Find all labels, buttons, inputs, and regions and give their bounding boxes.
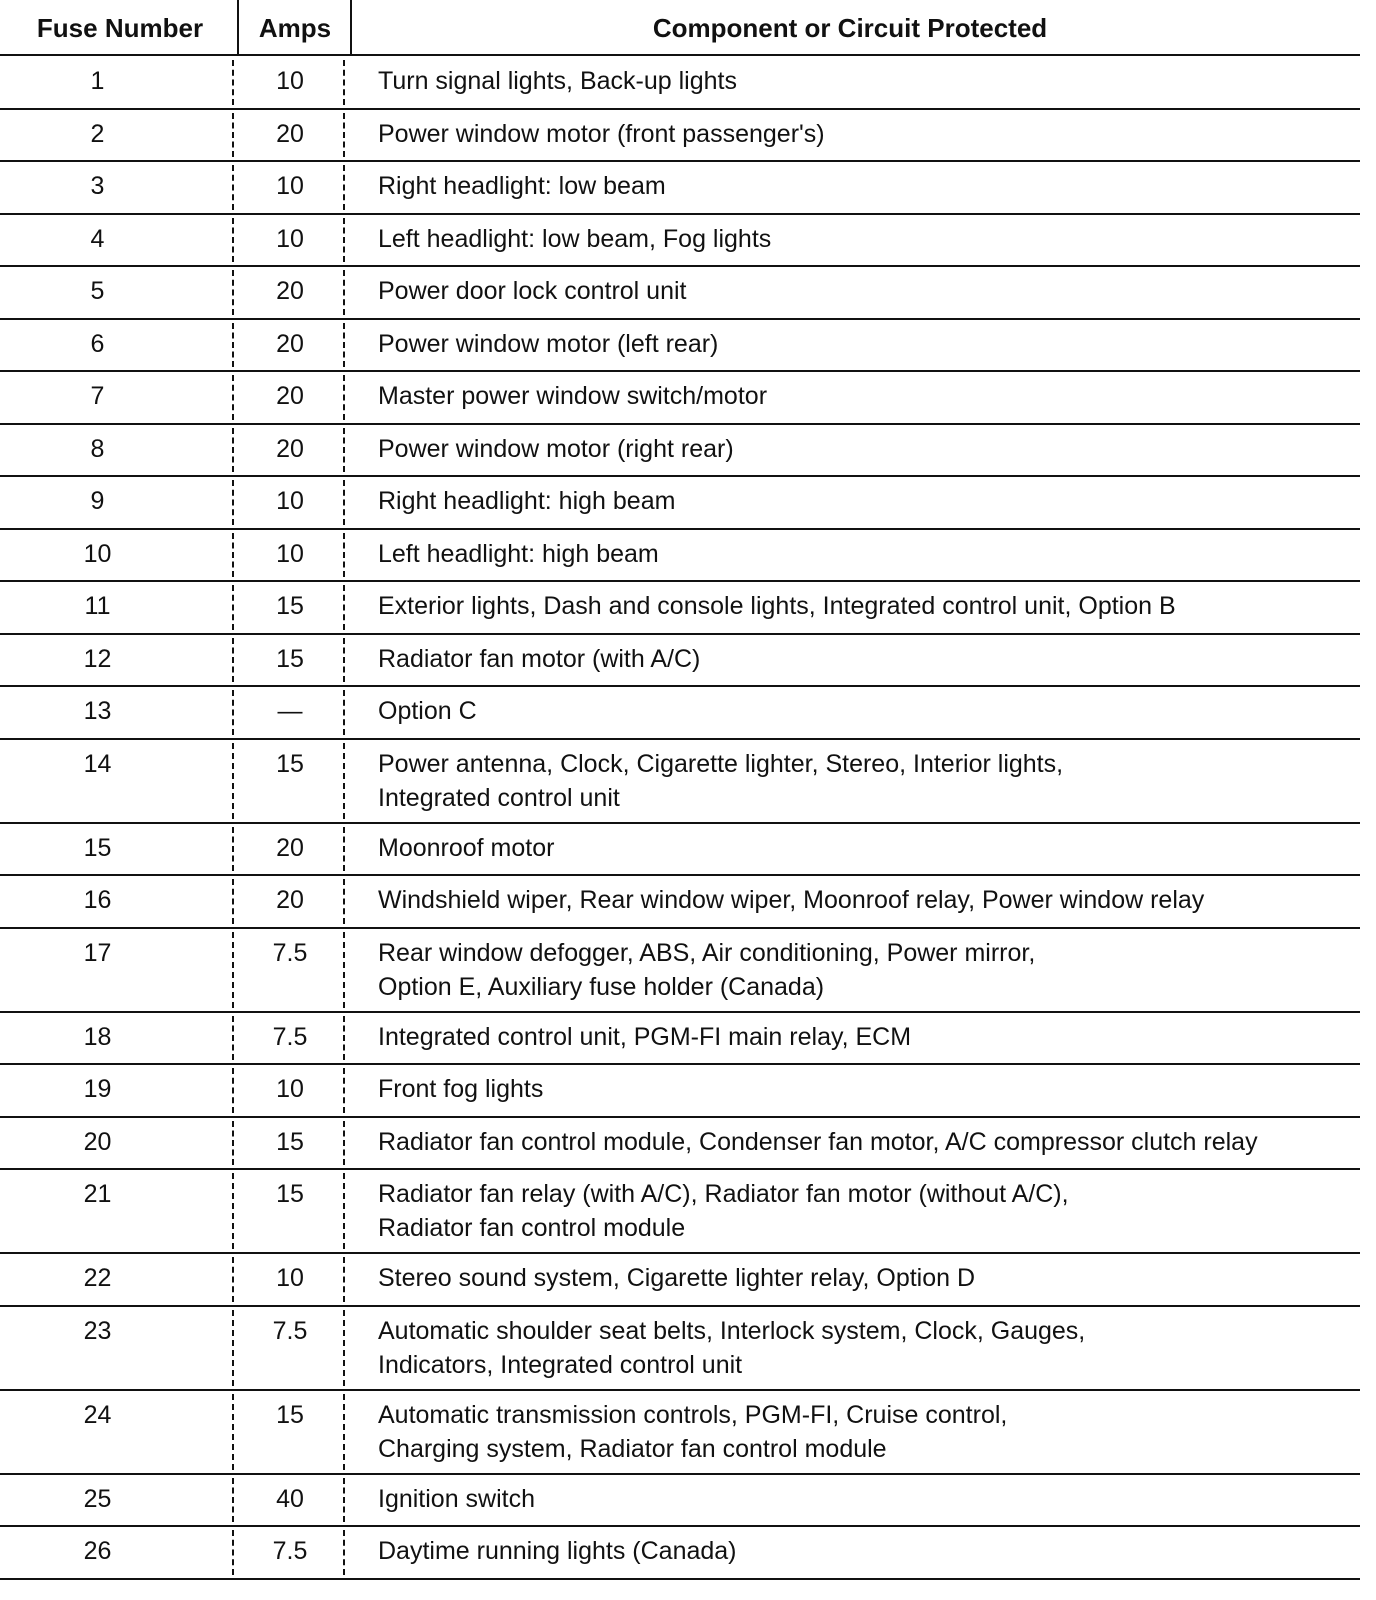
component-line: Daytime running lights (Canada) [378,1537,737,1565]
amps-cell: 20 [276,434,304,463]
amps-cell: 15 [276,1180,304,1208]
column-divider [232,1068,234,1113]
component-cell [378,1020,1348,1054]
fuse-number-cell: 3 [90,172,105,200]
component-line: Ignition switch [378,1484,536,1513]
amps-cell: 20 [276,382,304,410]
column-divider [343,1394,345,1470]
column-divider [343,638,345,683]
fuse-number-cell: 18 [83,1022,112,1051]
component-cell [378,1177,1348,1245]
amps-cell: 15 [276,592,304,620]
fuse-number-cell: 21 [83,1180,112,1208]
fuse-number-cell: 5 [90,277,105,305]
table-row [0,371,1360,424]
component-line: Moonroof motor [378,833,555,862]
fuse-number-cell: 10 [83,539,112,568]
amps-cell: 40 [276,1484,304,1513]
fuse-number-cell: 7 [90,382,105,410]
fuse-number-cell: 23 [83,1316,112,1345]
fuse-number-cell: 1 [90,67,105,95]
column-divider [232,743,234,819]
component-cell [378,1534,1348,1568]
amps-cell: 15 [276,749,304,778]
component-line: Charging system, Radiator fan control module [378,1434,887,1463]
component-cell [378,642,1348,676]
column-divider [343,323,345,368]
component-line: Power window motor (front passenger's) [378,119,825,148]
header-fuse-number: Fuse Number [36,13,204,43]
table-row [0,1012,1360,1065]
fuse-number-cell: 14 [83,749,112,778]
header-divider-2 [350,0,352,56]
amps-cell: 15 [276,1127,304,1156]
component-line: Left headlight: high beam [378,539,659,568]
component-line: Left headlight: low beam, Fog lights [378,224,772,253]
fuse-number-cell: 8 [90,434,105,463]
component-cell [378,694,1348,728]
column-divider [232,113,234,158]
column-divider [343,1173,345,1249]
component-cell [378,537,1348,571]
component-cell [378,169,1348,203]
component-cell [378,274,1348,308]
column-divider [343,218,345,263]
table-row [0,1390,1360,1474]
header-divider-1 [237,0,239,56]
table-row [0,161,1360,214]
component-line: Radiator fan motor (with A/C) [378,644,701,673]
component-line: Windshield wiper, Rear window wiper, Moonroof relay, Power window relay [378,886,1205,914]
component-line: Right headlight: high beam [378,487,676,515]
component-line: Power window motor (right rear) [378,434,734,463]
column-divider [343,1121,345,1166]
column-divider [343,879,345,924]
column-divider [232,585,234,630]
column-divider [232,690,234,735]
column-divider [232,1478,234,1523]
table-row [0,739,1360,823]
component-line: Master power window switch/motor [378,382,768,410]
component-cell [378,484,1348,518]
column-divider [232,638,234,683]
column-divider [343,827,345,872]
column-divider [343,690,345,735]
table-row [0,581,1360,634]
column-divider [232,1016,234,1061]
component-line: Power window motor (left rear) [378,329,719,358]
table-row [0,686,1360,739]
amps-cell: 20 [276,119,304,148]
fuse-number-cell: 16 [83,886,112,914]
column-divider [343,585,345,630]
column-divider [232,60,234,105]
fuse-number-cell: 20 [83,1127,112,1156]
amps-cell: 10 [276,67,304,95]
column-divider [232,1530,234,1575]
table-row [0,1117,1360,1170]
column-divider [232,1121,234,1166]
component-cell [378,1314,1348,1382]
header-component: Component or Circuit Protected [652,13,1048,43]
column-divider [232,480,234,525]
table-row [0,1064,1360,1117]
table-header [0,0,1360,56]
component-cell [378,1482,1348,1516]
fuse-number-cell: 25 [83,1484,112,1513]
component-cell [378,117,1348,151]
table-row [0,928,1360,1012]
table-row [0,1306,1360,1390]
column-divider [343,1310,345,1386]
table-row [0,529,1360,582]
component-cell [378,936,1348,1004]
column-divider [232,827,234,872]
component-cell [378,589,1348,623]
fuse-number-cell: 11 [84,592,111,620]
column-divider [343,165,345,210]
table-row [0,875,1360,928]
component-line: Stereo sound system, Cigarette lighter relay, Option D [378,1264,976,1292]
amps-cell: 7.5 [272,1316,308,1345]
component-cell [378,1125,1348,1159]
column-divider [232,375,234,420]
fuse-number-cell: 17 [83,938,112,967]
fuse-number-cell: 15 [83,833,112,862]
amps-cell: 10 [276,487,304,515]
column-divider [343,1257,345,1302]
table-row [0,634,1360,687]
column-divider [232,323,234,368]
component-cell [378,883,1348,917]
column-divider [343,1530,345,1575]
table-row [0,109,1360,162]
amps-cell: 15 [276,1400,304,1429]
component-line: Radiator fan control module, Condenser fan motor, A/C compressor clutch relay [378,1127,1258,1156]
fuse-number-cell: 19 [83,1075,112,1103]
column-divider [232,1394,234,1470]
amps-cell: 10 [276,1264,304,1292]
component-line: Radiator fan relay (with A/C), Radiator fan motor (without A/C), [378,1180,1069,1208]
column-divider [232,270,234,315]
amps-cell: 20 [276,886,304,914]
fuse-number-cell: 12 [83,644,112,673]
table-row [0,1169,1360,1253]
component-cell [378,432,1348,466]
component-line: Option C [378,697,477,725]
component-cell [378,1261,1348,1295]
component-cell [378,379,1348,413]
table-row [0,1253,1360,1306]
fuse-number-cell: 24 [83,1400,112,1429]
column-divider [343,428,345,473]
column-divider [343,480,345,525]
table-row [0,476,1360,529]
component-line: Integrated control unit, PGM-FI main relay, ECM [378,1022,912,1051]
amps-cell: — [277,697,303,725]
component-line: Exterior lights, Dash and console lights, Integrated control unit, Option B [378,592,1176,620]
table-row [0,1526,1360,1579]
component-cell [378,327,1348,361]
column-divider [232,165,234,210]
column-divider [343,113,345,158]
amps-cell: 10 [276,172,304,200]
component-line: Indicators, Integrated control unit [378,1350,743,1379]
column-divider [343,60,345,105]
fuse-number-cell: 4 [90,224,105,253]
column-divider [232,533,234,578]
component-line: Front fog lights [378,1075,544,1103]
component-line: Rear window defogger, ABS, Air conditioning, Power mirror, [378,938,1036,967]
amps-cell: 7.5 [272,938,308,967]
component-line: Automatic shoulder seat belts, Interlock system, Clock, Gauges, [378,1316,1086,1345]
amps-cell: 20 [276,329,304,358]
component-line: Turn signal lights, Back-up lights [378,67,737,95]
component-line: Right headlight: low beam [378,172,666,200]
table-row [0,424,1360,477]
table-rule [0,1578,1360,1580]
header-amps: Amps [258,13,332,43]
component-line: Radiator fan control module [378,1214,686,1242]
fuse-number-cell: 26 [83,1537,112,1565]
amps-cell: 10 [276,539,304,568]
amps-cell: 20 [276,833,304,862]
column-divider [343,1478,345,1523]
column-divider [232,932,234,1008]
column-divider [232,1310,234,1386]
amps-cell: 15 [276,644,304,673]
amps-cell: 7.5 [272,1537,308,1565]
column-divider [343,533,345,578]
column-divider [232,1257,234,1302]
column-divider [232,218,234,263]
component-cell [378,64,1348,98]
amps-cell: 7.5 [272,1022,308,1051]
fuse-number-cell: 22 [83,1264,112,1292]
table-row [0,823,1360,876]
component-cell [378,222,1348,256]
column-divider [232,879,234,924]
table-row [0,319,1360,372]
column-divider [343,1016,345,1061]
table-row [0,214,1360,267]
column-divider [343,932,345,1008]
column-divider [232,1173,234,1249]
table-row [0,56,1360,109]
table-row [0,266,1360,319]
component-cell [378,747,1348,815]
component-cell [378,1398,1348,1466]
component-line: Option E, Auxiliary fuse holder (Canada) [378,972,825,1001]
amps-cell: 10 [276,1075,304,1103]
fuse-number-cell: 6 [90,329,105,358]
fuse-number-cell: 9 [90,487,105,515]
fuse-number-cell: 2 [90,119,105,148]
fuse-number-cell: 13 [83,697,112,725]
component-cell [378,831,1348,865]
amps-cell: 20 [276,277,304,305]
column-divider [232,428,234,473]
component-line: Power door lock control unit [378,277,687,305]
component-line: Automatic transmission controls, PGM-FI, Cruise control, [378,1400,1008,1429]
component-line: Integrated control unit [378,783,620,812]
amps-cell: 10 [276,224,304,253]
component-cell [378,1072,1348,1106]
column-divider [343,375,345,420]
column-divider [343,1068,345,1113]
column-divider [343,743,345,819]
table-row [0,1474,1360,1527]
column-divider [343,270,345,315]
component-line: Power antenna, Clock, Cigarette lighter, Stereo, Interior lights, [378,749,1064,778]
